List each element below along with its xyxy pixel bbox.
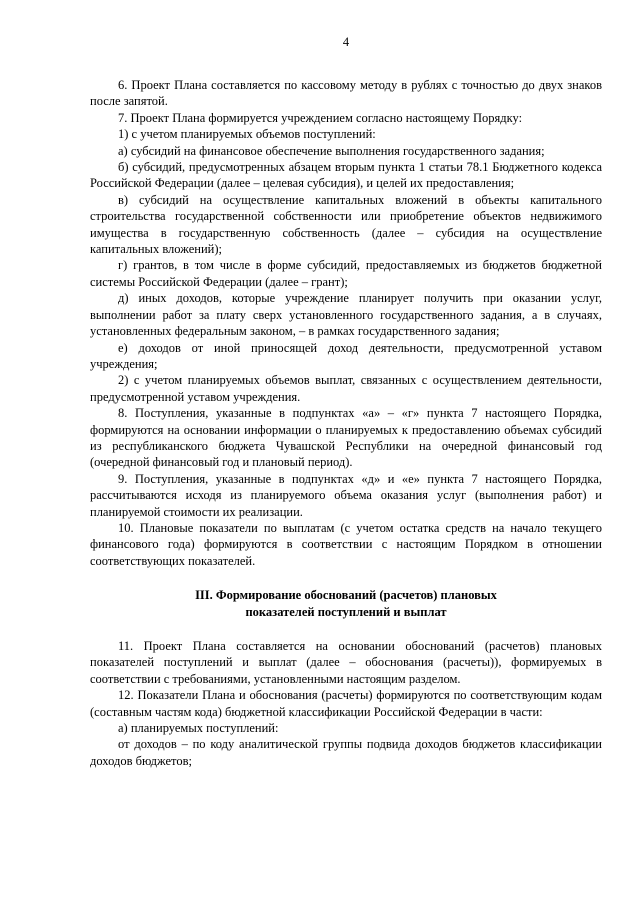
document-page: [90, 34, 602, 769]
page-number: 4: [342, 35, 350, 49]
paragraph-7: 7. Проект Плана формируется учреждением согласно настоящему Порядку:: [118, 110, 523, 125]
paragraph-11: 11. Проект Плана составляется на основании обоснований (расчетов) плановых показателей поступлений и выплат (далее – обоснования (расчеты)), формируемых в соответствии с требованиями, установленными настоящим разделом.: [90, 639, 602, 686]
paragraph-6: 6. Проект Плана составляется по кассовому методу в рублях с точностью до двух знаков после запятой.: [90, 78, 602, 109]
subitem-7-1-e: е) доходов от иной приносящей доход деятельности, предусмотренной уставом учреждения;: [90, 340, 602, 371]
section-heading-line-1: III. Формирование обоснований (расчетов) плановых: [195, 588, 497, 603]
subitem-7-1-b: б) субсидий, предусмотренных абзацем вторым пункта 1 статьи 78.1 Бюджетного кодекса Российской Федерации (далее – целевая субсидия), и целей их предоставления;: [90, 160, 602, 191]
subitem-12-a: а) планируемых поступлений:: [118, 721, 279, 736]
paragraph-group-after: [90, 638, 602, 769]
subitem-7-1-d: д) иных доходов, которые учреждение планирует получить при оказании услуг, выполнении работ за плату сверх установленного государственного задания, а в случаях, установленных федеральным законом, – в рамках государственного задания;: [90, 291, 602, 339]
subitem-7-1-g: г) грантов, в том числе в форме субсидий, предоставляемых из бюджетов бюджетной системы Российской Федерации (далее – грант);: [90, 258, 602, 289]
section-heading-line-2: показателей поступлений и выплат: [245, 604, 447, 619]
paragraph-group-before: [90, 77, 602, 569]
subitem-7-1-a: а) субсидий на финансовое обеспечение выполнения государственного задания;: [118, 143, 545, 158]
document-body: [90, 77, 602, 769]
subitem-12-a-revenue: от доходов – по коду аналитической группы подвида доходов бюджетов классификации доходов бюджетов;: [90, 737, 602, 768]
subitem-7-1: 1) с учетом планируемых объемов поступлений:: [118, 127, 376, 142]
section-heading: [90, 587, 602, 620]
subitem-7-1-v: в) субсидий на осуществление капитальных вложений в объекты капитального строительства государственной собственности или приобретение объектов недвижимого имущества в государственную собственность (далее – субсидия на осуществление капитальных вложений);: [90, 192, 602, 257]
paragraph-12: 12. Показатели Плана и обоснования (расчеты) формируются по соответствующим кодам (составным частям кода) бюджетной классификации Российской Федерации в части:: [90, 688, 602, 719]
paragraph-10: 10. Плановые показатели по выплатам (с учетом остатка средств на начало текущего финансового года) формируются в соответствии с настоящим Порядком в отношении соответствующих показателей.: [90, 520, 602, 568]
subitem-7-2: 2) с учетом планируемых объемов выплат, связанных с осуществлением деятельности, предусмотренной уставом учреждения.: [90, 373, 602, 404]
paragraph-8: 8. Поступления, указанные в подпунктах «а» – «г» пункта 7 настоящего Порядка, формируются на основании информации о планируемых к предоставлению объемах субсидий из республиканского бюджета Чувашской Республики на очередной финансовый год (очередной финансовый год и плановый период).: [90, 406, 602, 470]
paragraph-9: 9. Поступления, указанные в подпунктах «д» и «е» пункта 7 настоящего Порядка, рассчитываются исходя из планируемого объема оказания услуг (выполнения работ) и планируемой стоимости их реализации.: [90, 471, 602, 519]
